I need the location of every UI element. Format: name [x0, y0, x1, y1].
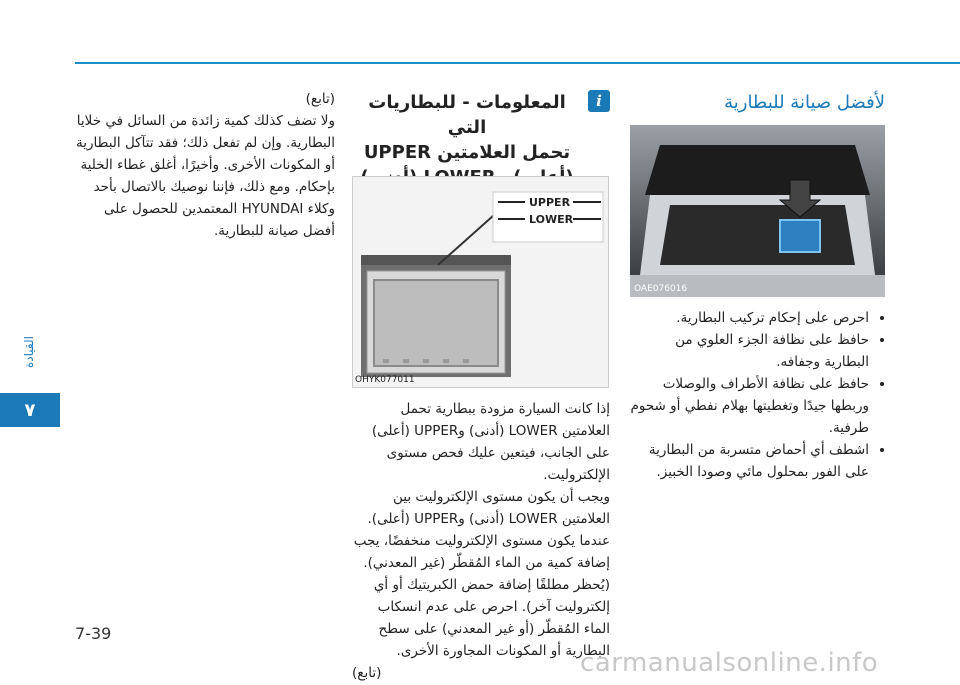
page-number: 7-39: [75, 624, 112, 643]
list-item: • حافظ على نظافة الأطراف والوصلات وربطها جيدًا وتغطيتها بهلام نفطي أو شحوم طرفية.: [630, 373, 869, 439]
figure-upper-label: UPPER: [529, 196, 571, 209]
chapter-side-label: القيادة: [22, 336, 36, 368]
trunk-battery-figure: [630, 125, 885, 297]
continued-label: (تابع): [352, 665, 382, 681]
maintenance-bullet-list: [630, 307, 885, 483]
list-item: • احرص على إحكام تركيب البطارية.: [630, 307, 869, 329]
paragraph: إذا كانت السيارة مزودة ببطارية تحمل العلامتين LOWER (أدنى) وUPPER (أعلى) على الجانب، فيتعين عليك فحص مستوى الإلكتروليت.: [371, 401, 610, 483]
figure-lower-label: LOWER: [529, 213, 574, 226]
chapter-tab: ٧: [0, 393, 60, 427]
figure-code: OAE076016: [634, 284, 688, 294]
note-heading: [352, 90, 610, 168]
trunk-illustration: [630, 125, 885, 297]
section-heading: لأفضل صيانة للبطارية: [724, 92, 885, 113]
continued-label: (تابع): [305, 91, 335, 107]
battery-level-figure: [352, 176, 609, 388]
note-title-line: تحمل العلامتين UPPER: [363, 142, 571, 163]
paragraph: ولا تضف كذلك كمية زائدة من السائل في خلايا البطارية. وإن لم تفعل ذلك؛ فقد تتآكل البطارية أو المكونات الأخرى. وأخيرًا، أغلق غطاء الخلية بإحكام. ومع ذلك، فإننا نوصيك بالاتصال بأحد وكلاء HYUNDAI المعتمدين للحصول على أفضل صيانة للبطارية.: [76, 113, 335, 239]
column-middle: [352, 90, 610, 684]
header-rule: [75, 62, 960, 64]
note-title-line: المعلومات - للبطاريات التي: [368, 92, 566, 138]
list-item: • اشطف أي أحماض متسربة من البطارية على الفور بمحلول مائي وصودا الخبيز.: [630, 439, 869, 483]
info-icon: i: [588, 90, 610, 112]
column-right: [630, 92, 885, 483]
figure-code: OHYK077011: [355, 375, 415, 385]
list-item: • حافظ على نظافة الجزء العلوي من البطارية وجفافه.: [630, 329, 869, 373]
column-left: [75, 88, 335, 242]
paragraph: ويجب أن يكون مستوى الإلكتروليت بين العلامتين LOWER (أدنى) وUPPER (أعلى). عندما يكون مستوى الإلكتروليت منخفضًا، يجب إضافة كمية من الماء المُقطّر (غير المعدني). (يُحظر مطلقًا إضافة حمض الكبريتيك أو أي إلكتروليت آخر). احرص على عدم انسكاب الماء المُقطّر (أو غير المعدني) على سطح البطارية أو المكونات المجاورة الأخرى.: [353, 489, 610, 659]
watermark: carmanualsonline.info: [580, 648, 879, 678]
